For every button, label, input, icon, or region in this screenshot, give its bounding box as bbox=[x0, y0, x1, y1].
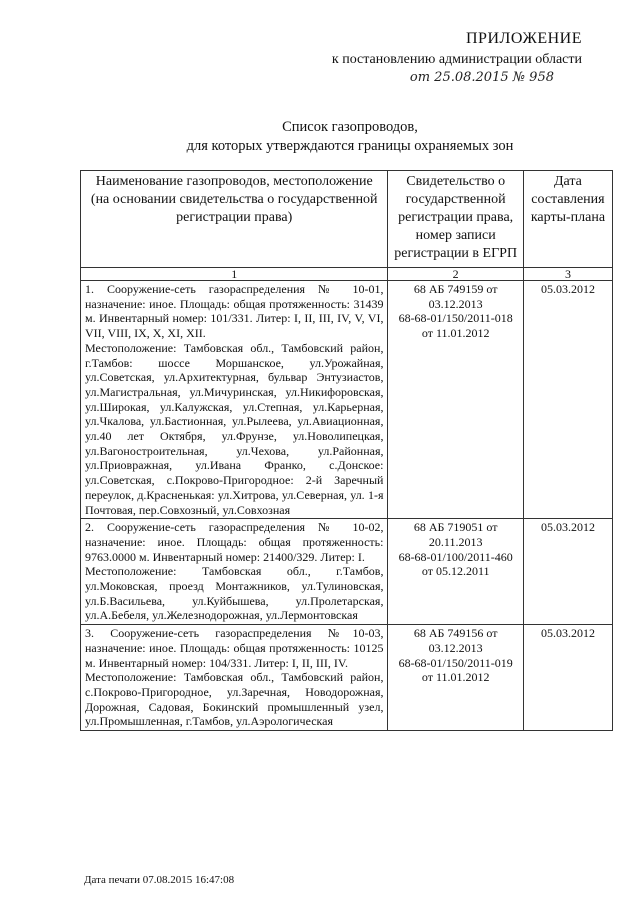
table-header-row bbox=[81, 171, 613, 268]
certificate-number: 68 АБ 749156 от 03.12.2013 bbox=[413, 626, 498, 655]
document-title-line2: для которых утверждаются границы охраняемых зон bbox=[186, 138, 514, 154]
pipeline-description: 3. Сооружение-сеть газораспределения №10-03, назначение: иное. Площадь: общая протяженность: 10125 м. Инвентарный номер: 104/331. Литер: I, II, III, IV. bbox=[85, 626, 384, 670]
column-number: 2 bbox=[388, 268, 523, 281]
handwritten-date-number: от 25.08.2015 № 958 bbox=[409, 70, 554, 85]
header-plan-date: Дата составления карты-плана bbox=[523, 171, 612, 268]
pipeline-description-cell bbox=[81, 625, 388, 731]
print-date-footer: Дата печати 07.08.2015 16:47:08 bbox=[84, 874, 235, 886]
document-title-line1: Список газопроводов, bbox=[282, 119, 418, 135]
appendix-subtitle: к постановлению администрации области bbox=[331, 52, 582, 67]
pipeline-description: 2. Сооружение-сеть газораспределения № 10-02, назначение: иное. Площадь: общая протяженность: 9763.0000 м. Инвентарный номер: 21400/329. Литер: I. bbox=[85, 520, 384, 564]
plan-date: 05.03.2012 bbox=[523, 519, 612, 625]
certificate-number: 68 АБ 749159 от 03.12.2013 bbox=[413, 282, 498, 311]
registration-record: 68-68-01/100/2011-460 от 05.12.2011 bbox=[398, 549, 513, 579]
column-number-row bbox=[81, 268, 613, 281]
plan-date: 05.03.2012 bbox=[523, 281, 612, 519]
column-number: 1 bbox=[81, 268, 388, 281]
certificate-number: 68 АБ 719051 от 20.11.2013 bbox=[413, 520, 498, 549]
pipeline-location: Местоположение: Тамбовская обл., Тамбовский район, с.Покрово-Пригородное, ул.Заречная, Новодорожная, Дорожная, Садовая, Бокинский промышленный узел, ул.Промышленная, г.Тамбов, ул.Аэрологическая bbox=[85, 670, 384, 729]
certificate-cell bbox=[388, 625, 523, 731]
certificate-cell bbox=[388, 281, 523, 519]
appendix-header bbox=[332, 30, 582, 85]
registration-record: 68-68-01/150/2011-019 от 11.01.2012 bbox=[398, 655, 513, 685]
document-title bbox=[130, 118, 570, 156]
pipeline-description: 1. Сооружение-сеть газораспределения № 10-01, назначение: иное. Площадь: общая протяженность: 31439 м. Инвентарный номер: 101/331. Литер: I, II, III, IV, V, VI, VII, VIII, IX, X, XI, XII. bbox=[85, 282, 384, 341]
plan-date: 05.03.2012 bbox=[523, 625, 612, 731]
pipeline-location: Местоположение: Тамбовская обл., Тамбовский район, г.Тамбов: шоссе Моршанское, ул.Урожайная, ул.Советская, ул.Архитектурная, бульвар Энтузиастов, ул.Магистральная, ул.Мичуринская, ул.Никифоровская, ул.Широкая, ул.Калужская, ул.Степная, ул.Карьерная, ул.Чкалова, ул.Бастионная, ул.Рылеева, ул.Авиационная, ул.40 лет Октября, ул.Фрунзе, ул.Новолипецкая, ул.Вагоностроительная, ул.Чехова, ул.Районная, ул.Приовражная, ул.Ивана Франко, с.Донское: ул.Советская, с.Покрово-Пригородное: 2-й Заречный переулок, д.Красненькая: ул.Хитрова, ул.Северная, ул. 1-я Почтовая, пер.Совхозный, ул.Совхозная bbox=[85, 340, 384, 517]
table-row bbox=[81, 281, 613, 519]
pipeline-description-cell bbox=[81, 519, 388, 625]
pipeline-location: Местоположение: Тамбовская обл., г.Тамбов, ул.Моковская, проезд Монтажников, ул.Тулиновская, ул.Б.Васильева, ул.Куйбышева, ул.Пролетарская, ул.А.Бебеля, ул.Железнодорожная, ул.Лермонтовская bbox=[85, 564, 384, 623]
table-row bbox=[81, 625, 613, 731]
pipelines-table bbox=[80, 170, 613, 731]
pipeline-description-cell bbox=[81, 281, 388, 519]
header-name-location: Наименование газопроводов, местоположение (на основании свидетельства о государственной регистрации права) bbox=[81, 171, 388, 268]
certificate-cell bbox=[388, 519, 523, 625]
appendix-title: ПРИЛОЖЕНИЕ bbox=[465, 30, 582, 47]
header-certificate: Свидетельство о государственной регистрации права, номер записи регистрации в ЕГРП bbox=[388, 171, 523, 268]
column-number: 3 bbox=[523, 268, 612, 281]
registration-record: 68-68-01/150/2011-018 от 11.01.2012 bbox=[398, 311, 513, 341]
table-row bbox=[81, 519, 613, 625]
